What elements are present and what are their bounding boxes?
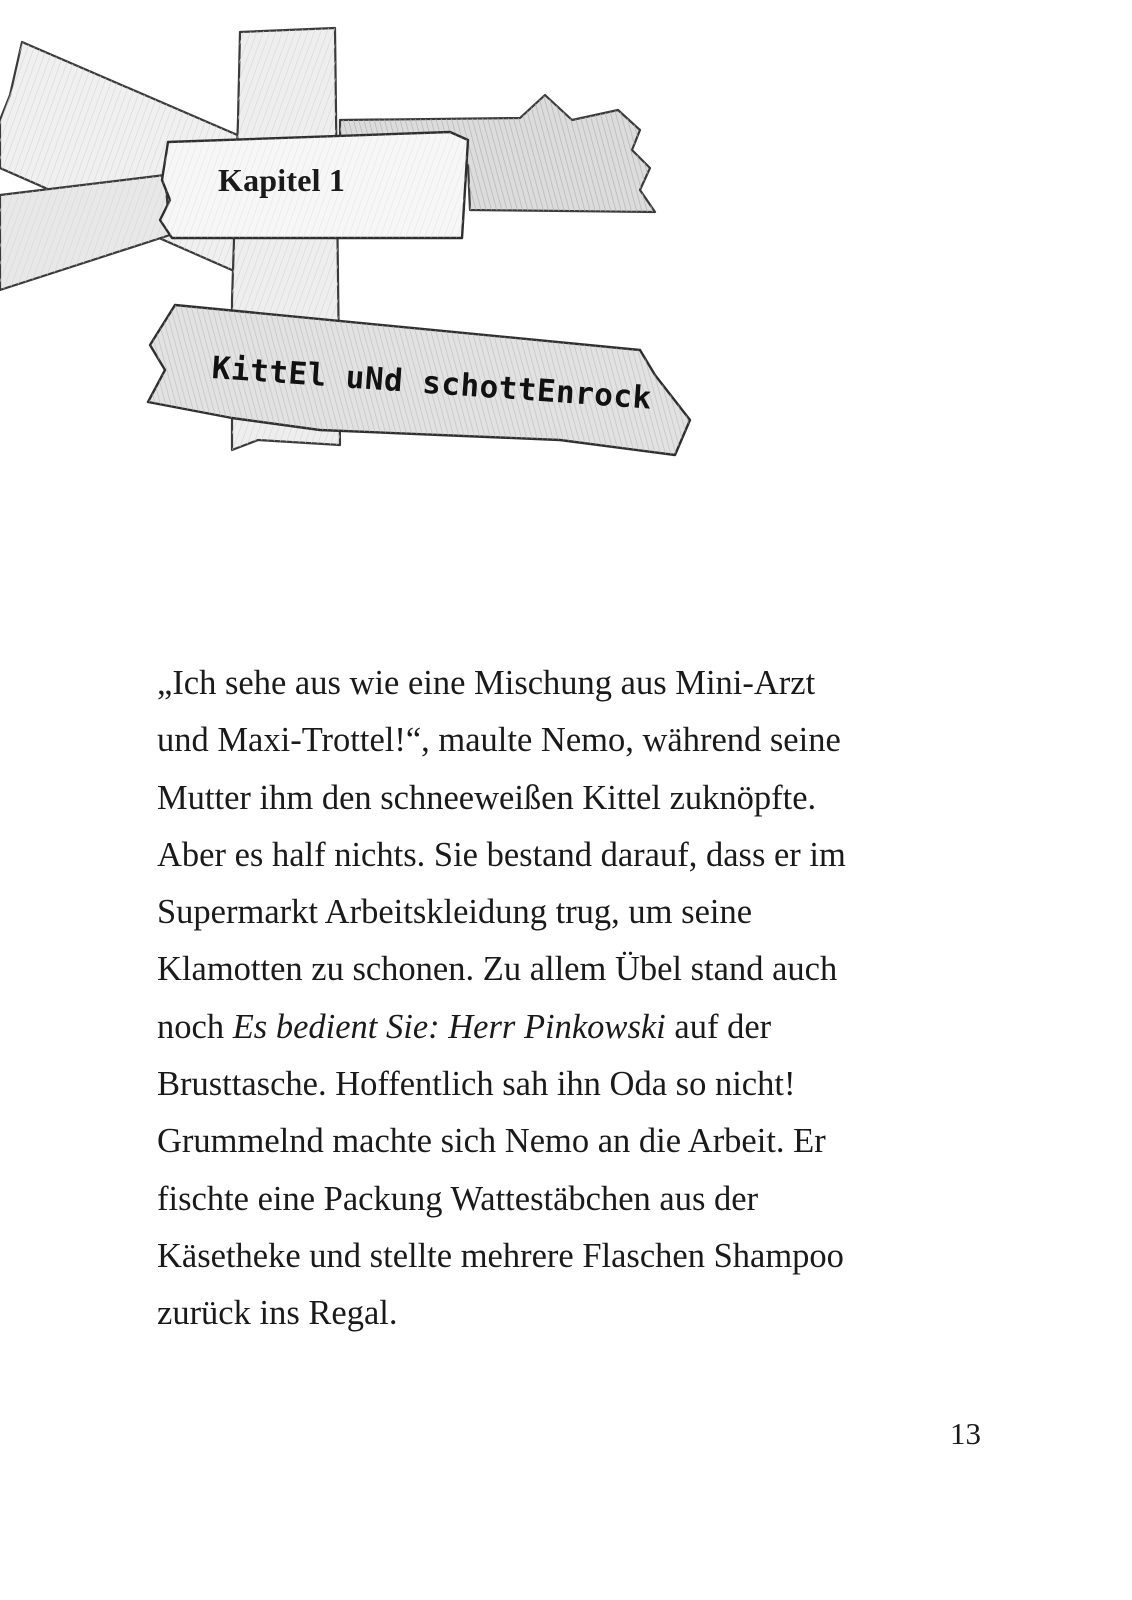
- text-line: [157, 999, 997, 1056]
- body-text: [157, 655, 997, 1343]
- text-line: und Maxi-Trottel!“, maulte Nemo, während seine: [157, 721, 841, 760]
- text-line: Käsetheke und stellte mehrere Flaschen Shampoo: [157, 1236, 844, 1275]
- text-line: Supermarkt Arbeitskleidung trug, um seine: [157, 893, 753, 932]
- board-left-lower: [0, 175, 170, 290]
- text-segment: noch: [157, 1007, 233, 1046]
- chapter-title: KittEl uNd schottEnrock: [210, 350, 653, 417]
- text-line: fischte eine Packung Wattestäbchen aus der: [157, 1179, 759, 1218]
- chapter-label: Kapitel 1: [218, 162, 346, 198]
- name-tag-text: Es bedient Sie: Herr Pinkowski: [232, 1007, 666, 1046]
- text-line: „Ich sehe aus wie eine Mischung aus Mini-Arzt: [157, 664, 816, 702]
- text-line: Aber es half nichts. Sie bestand darauf, dass er im: [157, 835, 846, 874]
- text-line: Brusttasche. Hoffentlich sah ihn Oda so nicht!: [157, 1065, 796, 1104]
- text-segment: auf der: [665, 1007, 772, 1046]
- text-line: Grummelnd machte sich Nemo an die Arbeit. Er: [157, 1122, 826, 1161]
- page-number: 13: [950, 1416, 981, 1451]
- text-line: Mutter ihm den schneeweißen Kittel zuknöpfte.: [157, 778, 817, 817]
- text-line: Klamotten zu schonen. Zu allem Übel stand auch: [157, 950, 838, 989]
- text-line: zurück ins Regal.: [157, 1294, 398, 1333]
- paragraph: [157, 655, 997, 1343]
